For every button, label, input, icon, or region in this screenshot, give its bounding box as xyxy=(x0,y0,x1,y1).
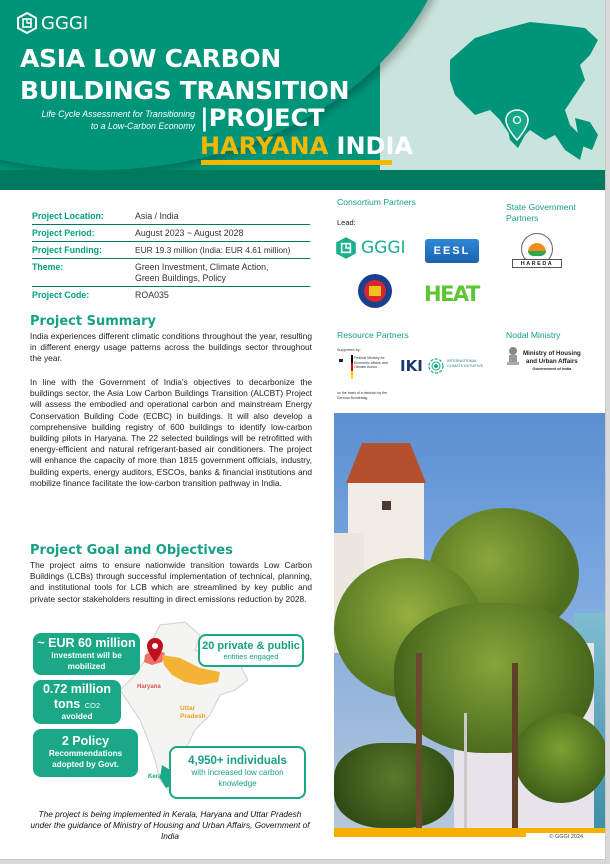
hareda-logo xyxy=(508,233,566,273)
stat-policy-value: 2 Policy xyxy=(61,734,110,748)
info-row-code xyxy=(32,287,310,303)
street-light-pole xyxy=(464,713,467,828)
subtitle-line-1: Life Cycle Assessment for Transitioning xyxy=(41,109,195,119)
info-value: Asia / India xyxy=(135,211,179,221)
subtitle xyxy=(0,108,195,132)
info-label: Project Location: xyxy=(32,211,104,221)
info-label: Project Period: xyxy=(32,228,95,238)
title-underline xyxy=(201,160,392,165)
german-eagle-icon xyxy=(339,359,343,362)
tree-trunk xyxy=(416,653,422,828)
project-info-table xyxy=(32,208,310,303)
stat-co2-value: 0.72 million xyxy=(42,682,112,696)
stat-investment-value: ~ EUR 60 million xyxy=(37,636,136,650)
stat-individuals-desc: with increased low carbon knowledge xyxy=(191,768,284,788)
gggi-logo-text: GGGI xyxy=(361,238,406,258)
india-text: INDIA xyxy=(336,132,413,160)
tower-roof xyxy=(346,443,426,483)
uttar-pradesh-label xyxy=(180,705,206,721)
gggi-logo-icon xyxy=(334,236,358,260)
tree-trunk xyxy=(512,663,518,828)
uttar-label-line-2: Pradesh xyxy=(180,713,206,720)
nodal-ministry-heading: Nodal Ministry xyxy=(506,330,561,340)
info-row-location xyxy=(32,208,310,225)
bundestag-text: on the basis of a decision by the German Bundestag xyxy=(337,391,388,400)
ace-logo xyxy=(358,274,392,308)
info-label: Project Funding: xyxy=(32,245,102,255)
title-line-2: BUILDINGS TRANSITION xyxy=(20,76,350,105)
stat-co2-tons xyxy=(33,697,121,712)
asia-map xyxy=(380,0,606,170)
stat-investment xyxy=(33,633,140,675)
german-flag-bar xyxy=(351,355,353,379)
implementation-caption: The project is being implemented in Kerala, Haryana and Uttar Pradesh under the guidance of Ministry of Housing and Urban Affairs, Government of India xyxy=(30,809,310,841)
stat-co2-desc: avoided xyxy=(61,712,93,721)
mohua-line-1: Ministry of Housing xyxy=(523,350,581,357)
mohua-logo-text xyxy=(523,350,581,373)
project-word: |PROJECT xyxy=(200,104,325,132)
summary-heading: Project Summary xyxy=(30,314,156,329)
iki-circle-icon xyxy=(428,358,444,374)
header-band xyxy=(0,170,606,190)
iki-logo: IKI xyxy=(400,357,423,375)
stat-policy xyxy=(33,729,138,777)
stat-individuals xyxy=(169,746,306,799)
gggi-logo-text: GGGI xyxy=(41,12,89,34)
title-line-1: ASIA LOW CARBON xyxy=(20,44,281,73)
goal-paragraph: The project aims to ensure nationwide transition towards Low Carbon Buildings (LCBs) through successful implementation of technical, planning, and institutional tools for LCB which are streamlined by key public and private sector stakeholders resulting in direct emissions reduction by 2028. xyxy=(30,560,312,604)
gggi-logo-icon xyxy=(16,12,38,34)
project-location-title xyxy=(200,132,413,160)
mohua-line-3: Government of India xyxy=(532,366,572,371)
info-row-period xyxy=(32,225,310,242)
info-row-funding xyxy=(32,242,310,259)
haryana-text: HARYANA xyxy=(200,132,329,160)
info-label: Theme: xyxy=(32,262,64,272)
resource-partners-heading: Resource Partners xyxy=(337,330,409,340)
haryana-label: Haryana xyxy=(137,684,161,690)
tower-window xyxy=(382,501,391,510)
stat-entities xyxy=(198,634,304,667)
info-value: August 2023 ~ August 2028 xyxy=(135,228,244,238)
building-photo xyxy=(334,413,606,828)
heat-logo: HEAT xyxy=(424,282,479,306)
eesl-logo: EESL xyxy=(425,239,479,263)
stat-co2 xyxy=(33,680,121,724)
state-government-heading: State Government Partners xyxy=(506,202,576,223)
gggi-partner-logo xyxy=(334,236,406,260)
hareda-logo-text: HAREDA xyxy=(512,259,562,268)
info-value: ROA035 xyxy=(135,290,169,300)
stat-co2-tons-word: tons xyxy=(53,697,81,711)
supported-by-text: Supported by: xyxy=(337,348,361,352)
goal-heading: Project Goal and Objectives xyxy=(30,543,233,558)
gggi-header-logo xyxy=(16,12,88,34)
subtitle-line-2: to a Low-Carbon Economy xyxy=(90,121,195,131)
bmwk-text: Federal Ministry for Economic Affairs and Climate Action xyxy=(354,356,388,369)
stat-co2-unit: CO2 xyxy=(84,701,101,710)
info-value: EUR 19.3 million (India: EUR 4.61 million) xyxy=(135,245,291,255)
tree-canopy xyxy=(334,743,454,828)
stat-individuals-value: 4,950+ individuals xyxy=(188,755,287,767)
summary-paragraph-1: India experiences different climatic conditions throughout the year, resulting in different energy usage patterns across the buildings sector throughout the year. xyxy=(30,331,312,364)
stat-policy-desc: Recommendations adopted by Govt. xyxy=(48,749,123,769)
header-banner xyxy=(0,0,606,170)
info-row-theme xyxy=(32,259,310,287)
uttar-label-line-1: Uttar xyxy=(180,705,196,712)
photo-copyright: © GGGI 2024. xyxy=(526,833,606,842)
stat-investment-desc: investment will be mobilized xyxy=(51,651,122,671)
info-label: Project Code: xyxy=(32,290,90,300)
stat-entities-value: 20 private & public xyxy=(202,640,300,652)
tree-canopy xyxy=(514,713,606,803)
kerala-label: Kerala xyxy=(148,774,167,780)
summary-paragraph-2: In line with the Government of India's objectives to decarbonize the buildings sector, the Asia Low Carbon Buildings Transition (ALCBT) Project will assess the embodied and operational carbon and mainstream Energy Conservation Building Code (ECBC) in buildings. It will also develop a comprehensive building registry of 600 buildings to identify low-carbon building pilots in Haryana. The 22 selected buildings will be retrofitted with energy-efficient and natural refrigerant-based air conditioners. The project will enhance the capacity of more than 1815 government officials, industry, building experts, energy auditors, ESCOs, banks & financial institutions and mobilize finance facilitate the low-carbon transition pathway in India. xyxy=(30,377,312,488)
stat-entities-desc: entities engaged xyxy=(223,652,279,661)
lead-label: Lead: xyxy=(337,218,356,227)
iki-text: INTERNATIONAL CLIMATE INITIATIVE xyxy=(447,359,484,368)
mohua-line-2: and Urban Affairs xyxy=(526,357,578,365)
info-value: Green Investment, Climate Action, Green Buildings, Policy xyxy=(135,262,269,283)
national-emblem-icon xyxy=(506,346,520,368)
consortium-partners-heading: Consortium Partners xyxy=(337,197,416,207)
